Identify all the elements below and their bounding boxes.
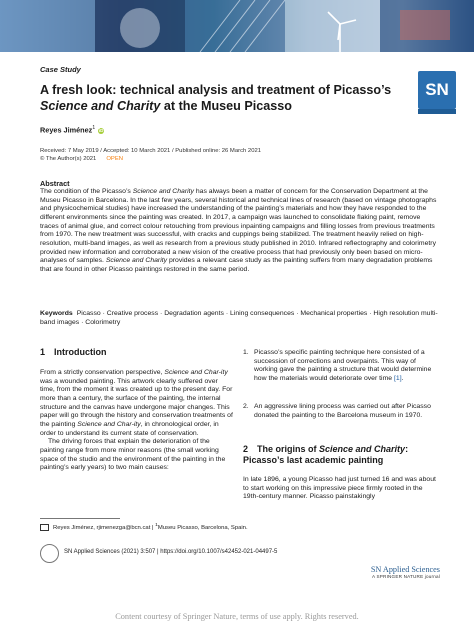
email-icon <box>40 524 49 531</box>
section-1-heading: 1 Introduction <box>40 347 107 357</box>
orcid-icon[interactable]: iD <box>98 127 104 133</box>
open-access-badge: OPEN <box>106 155 124 162</box>
article-page <box>0 52 474 629</box>
journal-citation[interactable]: SN Applied Sciences (2021) 3:507 | https://doi.org/10.1007/s42452-021-04497-5 <box>64 549 278 555</box>
publication-dates: Received: 7 May 2019 / Accepted: 10 March 2021 / Published online: 26 March 2021 © The Author(s) 2021 OPEN <box>40 148 262 162</box>
author-line: Reyes Jiménez$^1$ iD <box>40 125 104 135</box>
abstract-heading: Abstract <box>40 179 70 188</box>
section-1-body: From a strictly conservation perspective, Science and Char-ity was a wounded painting. This artwork clearly suffered over time, from the moment it was created up to the present day. For more than a century, the surface of the painting, the internal structure and the canvas have undergone major changes. This paper will go through the history and conservation treatments of the painting Science and Char-ity, in chronological order, in order to understand its current state of conservation. The driving forces that explain the deterioration of the painting range from more minor reasons (the small working space of the studio and the environment of the painting in the painting’s early years) to two main causes: <box>40 369 233 472</box>
reference-link[interactable]: [1] <box>393 374 402 382</box>
sn-logo-icon: SN <box>418 71 456 109</box>
author-name[interactable]: Reyes Jiménez <box>40 125 93 135</box>
list-item: 1. Picasso’s specific painting technique here consisted of a succession of corrections and overpaints. This way of working gave the painting a structure that would determine how the materials would deteriorate over time [1]. <box>243 349 432 382</box>
section-2-body: In late 1896, a young Picasso had just turned 16 and was about to start working on this impressive piece firmly rooted in the 19th-century manner. Picasso painstakingly <box>243 476 436 501</box>
footnote-contact: Reyes Jiménez, rjimenezga@bcn.cat | $^1$Museu Picasso, Barcelona, Spain. <box>40 523 248 531</box>
list-item: 2. An aggressive lining process was carried out after Picasso donated the painting to the Barcelona museum in 1970. <box>243 403 431 419</box>
sn-logo-tab <box>418 109 456 114</box>
open-access-seal-icon <box>40 544 59 563</box>
article-type-label: Case Study <box>40 65 81 74</box>
journal-brand: SN Applied Sciences A SPRINGER NATURE journal <box>370 565 440 579</box>
footnote-divider <box>40 518 120 519</box>
courtesy-notice: Content courtesy of Springer Nature, terms of use apply. Rights reserved. <box>115 612 359 621</box>
section-2-heading: 2 The origins of Science and Charity: Picasso’s last academic painting <box>243 444 409 465</box>
article-title: A fresh look: technical analysis and treatment of Picasso’s Science and Charity at the Museu Picasso <box>40 83 392 113</box>
abstract-text: The condition of the Picasso’s Science and Charity has always been a matter of concern for the Conservation Department at the Museu Picasso in Barcelona. In the last few years, several historical and technical lines of research (based on vintage photographs and physicochemical studies) have increased the understanding of the painting’s materials and how they have responded to the different environments since the painting was created. In 2017, a campaign was launched to consolidate flaking paint, remove traces of animal glue, and correct colour retouching from previous inpainting campaigns and filling losses from previous treatments from 1970. The new treatment was successful, with cracks and cuppings being stabilized. The treatment heavily relied on high-resolution, multi-band images, as well as research from a previous study published in 2010. Infrared reflectography and colorimetry provided new information and corroborated a new vision of the creative process that had previously only been based on micro-analyses of samples. Science and Charity provides a relevant case study as the painting suffers from many degradation problems that are found in other Picasso paintings restored in the same period. <box>40 188 437 273</box>
keywords: Keywords Picasso · Creative process · Degradation agents · Lining consequences · Mechanical properties · High resolution multi-band images · Colorimetry <box>40 310 438 326</box>
header-banner-image <box>0 0 474 52</box>
